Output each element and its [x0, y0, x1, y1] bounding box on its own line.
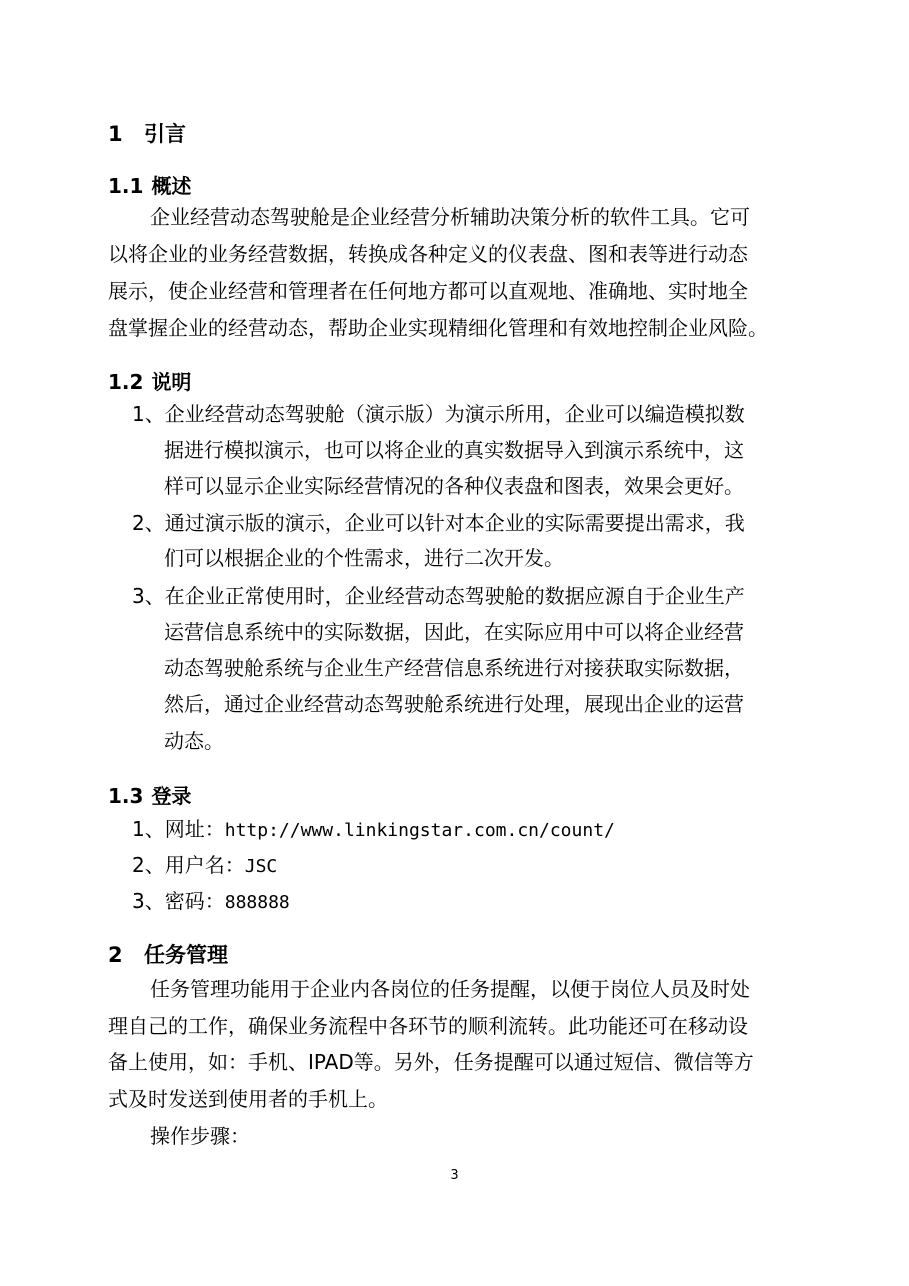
list-item-line: 2、通过演示版的演示，企业可以针对本企业的实际需要提出需求，我 — [132, 511, 745, 535]
list-item-line: 动态驾驶舱系统与企业生产经营信息系统进行对接获取实际数据， — [164, 656, 744, 680]
page-number: 3 — [450, 1168, 459, 1183]
steps-label: 操作步骤： — [150, 1124, 250, 1148]
heading-title: 登录 — [151, 784, 192, 808]
heading-title: 引言 — [144, 122, 186, 146]
list-item-line: 然后，通过企业经营动态驾驶舱系统进行处理，展现出企业的运营 — [164, 692, 744, 716]
list-item-line: 动态。 — [164, 729, 224, 753]
paragraph-line: 展示，使企业经营和管理者在任何地方都可以直观地、准确地、实时地全 — [108, 279, 748, 303]
heading-login — [108, 780, 191, 809]
heading-task-management — [108, 939, 228, 969]
heading-title: 概述 — [151, 174, 192, 198]
login-password-label: 3、密码： — [132, 889, 225, 913]
list-item-line: 运营信息系统中的实际数据，因此，在实际应用中可以将企业经营 — [164, 620, 744, 644]
login-password-line — [132, 889, 290, 915]
heading-number: 1.1 — [108, 174, 144, 198]
heading-introduction — [108, 118, 186, 148]
paragraph-line: 企业经营动态驾驶舱是企业经营分析辅助决策分析的软件工具。它可 — [150, 205, 750, 229]
paragraph-line: 任务管理功能用于企业内各岗位的任务提醒，以便于岗位人员及时处 — [150, 977, 750, 1001]
login-url-link[interactable]: http://www.linkingstar.com.cn/count/ — [224, 820, 615, 841]
heading-number: 1.3 — [108, 784, 144, 808]
list-item-line: 据进行模拟演示，也可以将企业的真实数据导入到演示系统中，这 — [164, 438, 744, 462]
paragraph-line: 式及时发送到使用者的手机上。 — [108, 1087, 388, 1111]
heading-number: 1 — [108, 122, 123, 146]
login-password-value: 888888 — [224, 892, 290, 913]
paragraph-line: 理自己的工作，确保业务流程中各环节的顺利流转。此功能还可在移动设 — [108, 1014, 748, 1038]
heading-number: 2 — [108, 943, 123, 967]
list-item-line: 们可以根据企业的个性需求，进行二次开发。 — [164, 546, 564, 570]
paragraph-line: 盘掌握企业的经营动态，帮助企业实现精细化管理和有效地控制企业风险。 — [108, 316, 768, 340]
heading-title: 任务管理 — [144, 943, 228, 967]
paragraph-line: 以将企业的业务经营数据，转换成各种定义的仪表盘、图和表等进行动态 — [108, 242, 748, 266]
heading-title: 说明 — [151, 370, 192, 394]
login-url-label: 1、网址： — [132, 817, 225, 841]
list-item-line: 3、在企业正常使用时，企业经营动态驾驶舱的数据应源自于企业生产 — [132, 584, 745, 608]
heading-number: 1.2 — [108, 370, 144, 394]
paragraph-line: 备上使用，如：手机、IPAD等。另外，任务提醒可以通过短信、微信等方 — [108, 1050, 754, 1074]
heading-description — [108, 366, 191, 395]
list-item-line: 1、企业经营动态驾驶舱（演示版）为演示所用，企业可以编造模拟数 — [132, 402, 745, 426]
list-item-line: 样可以显示企业实际经营情况的各种仪表盘和图表，效果会更好。 — [164, 474, 744, 498]
heading-overview — [108, 170, 191, 199]
login-username-label: 2、用户名： — [132, 853, 245, 877]
login-username-line — [132, 853, 277, 879]
login-username-value: JSC — [244, 856, 278, 877]
login-url-line — [132, 817, 615, 843]
